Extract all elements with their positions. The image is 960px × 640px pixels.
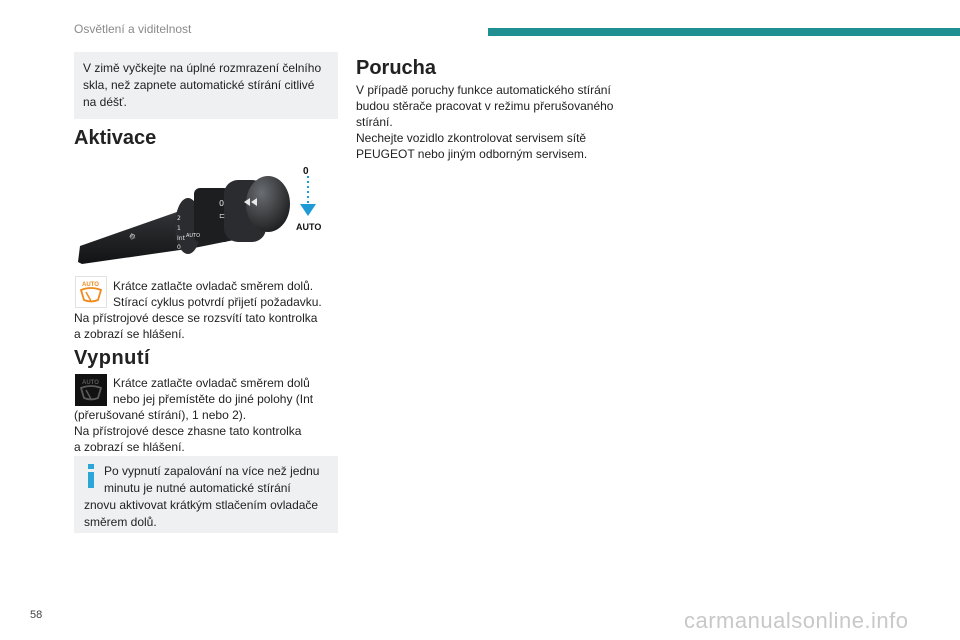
svg-text:⊏: ⊏ xyxy=(219,212,225,220)
fault-line-4: Nechejte vozidlo zkontrolovat servisem sítě xyxy=(356,131,587,145)
svg-text:1: 1 xyxy=(177,225,181,232)
section-header-bar xyxy=(488,28,960,36)
wiper-stalk-illustration xyxy=(74,160,338,264)
deactivation-line-4: Na přístrojové desce zhasne tato kontrolka xyxy=(74,424,302,438)
svg-text:AUTO: AUTO xyxy=(82,282,99,288)
svg-text:2: 2 xyxy=(177,215,181,222)
activation-line-2: Stírací cyklus potvrdí přijetí požadavku. xyxy=(113,295,322,309)
deactivation-line-1: Krátce zatlačte ovladač směrem dolů xyxy=(113,376,310,390)
fault-line-3: stírání. xyxy=(356,115,393,129)
svg-text:AUTO: AUTO xyxy=(186,233,201,239)
activation-line-3: Na přístrojové desce se rozsvítí tato kontrolka xyxy=(74,311,318,325)
winter-note-text: V zimě vyčkejte na úplné rozmrazení čelního skla, než zapnete automatické stírání citlivé na déšť. xyxy=(83,61,322,109)
section-header-title: Osvětlení a viditelnost xyxy=(74,22,192,36)
svg-text:0: 0 xyxy=(219,199,225,208)
push-down-arrow xyxy=(300,204,316,216)
stalk-knob xyxy=(246,176,290,232)
ignition-info-box xyxy=(74,456,338,533)
activation-line-1: Krátce zatlačte ovladač směrem dolů. xyxy=(113,279,314,293)
info-line-2: minutu je nutné automatické stírání xyxy=(104,481,291,495)
svg-text:0: 0 xyxy=(177,244,181,251)
figure-top-label: 0 xyxy=(303,166,309,177)
svg-text:Int: Int xyxy=(177,235,185,242)
fault-line-1: V případě poruchy funkce automatického stírání xyxy=(356,83,611,97)
info-icon xyxy=(86,464,96,488)
page-number: 58 xyxy=(30,609,43,621)
info-line-4: směrem dolů. xyxy=(84,515,157,529)
deactivation-heading: Vypnutí xyxy=(74,347,151,369)
deactivation-line-2: nebo jej přemístěte do jiné polohy (Int xyxy=(113,392,314,406)
info-line-1: Po vypnutí zapalování na více než jednu xyxy=(104,464,320,478)
deactivation-line-3: (přerušované stírání), 1 nebo 2). xyxy=(74,408,247,422)
auto-wiper-warning-icon xyxy=(75,276,107,308)
auto-wiper-off-icon xyxy=(75,374,107,406)
figure-bottom-label: AUTO xyxy=(296,222,322,232)
info-line-3: znovu aktivovat krátkým stlačením ovladače xyxy=(84,498,319,512)
fault-line-2: budou stěrače pracovat v režimu přerušovaného xyxy=(356,99,614,113)
watermark: carmanualsonline.info xyxy=(684,608,909,633)
fault-line-5: PEUGEOT nebo jiným odborným servisem. xyxy=(356,147,588,161)
activation-heading: Aktivace xyxy=(74,127,157,149)
svg-text:AUTO: AUTO xyxy=(82,380,99,386)
activation-line-4: a zobrazí se hlášení. xyxy=(74,327,185,341)
deactivation-line-5: a zobrazí se hlášení. xyxy=(74,440,185,454)
winter-note-box xyxy=(74,52,338,119)
svg-text:⟰: ⟰ xyxy=(127,231,137,242)
fault-heading: Porucha xyxy=(356,57,437,79)
